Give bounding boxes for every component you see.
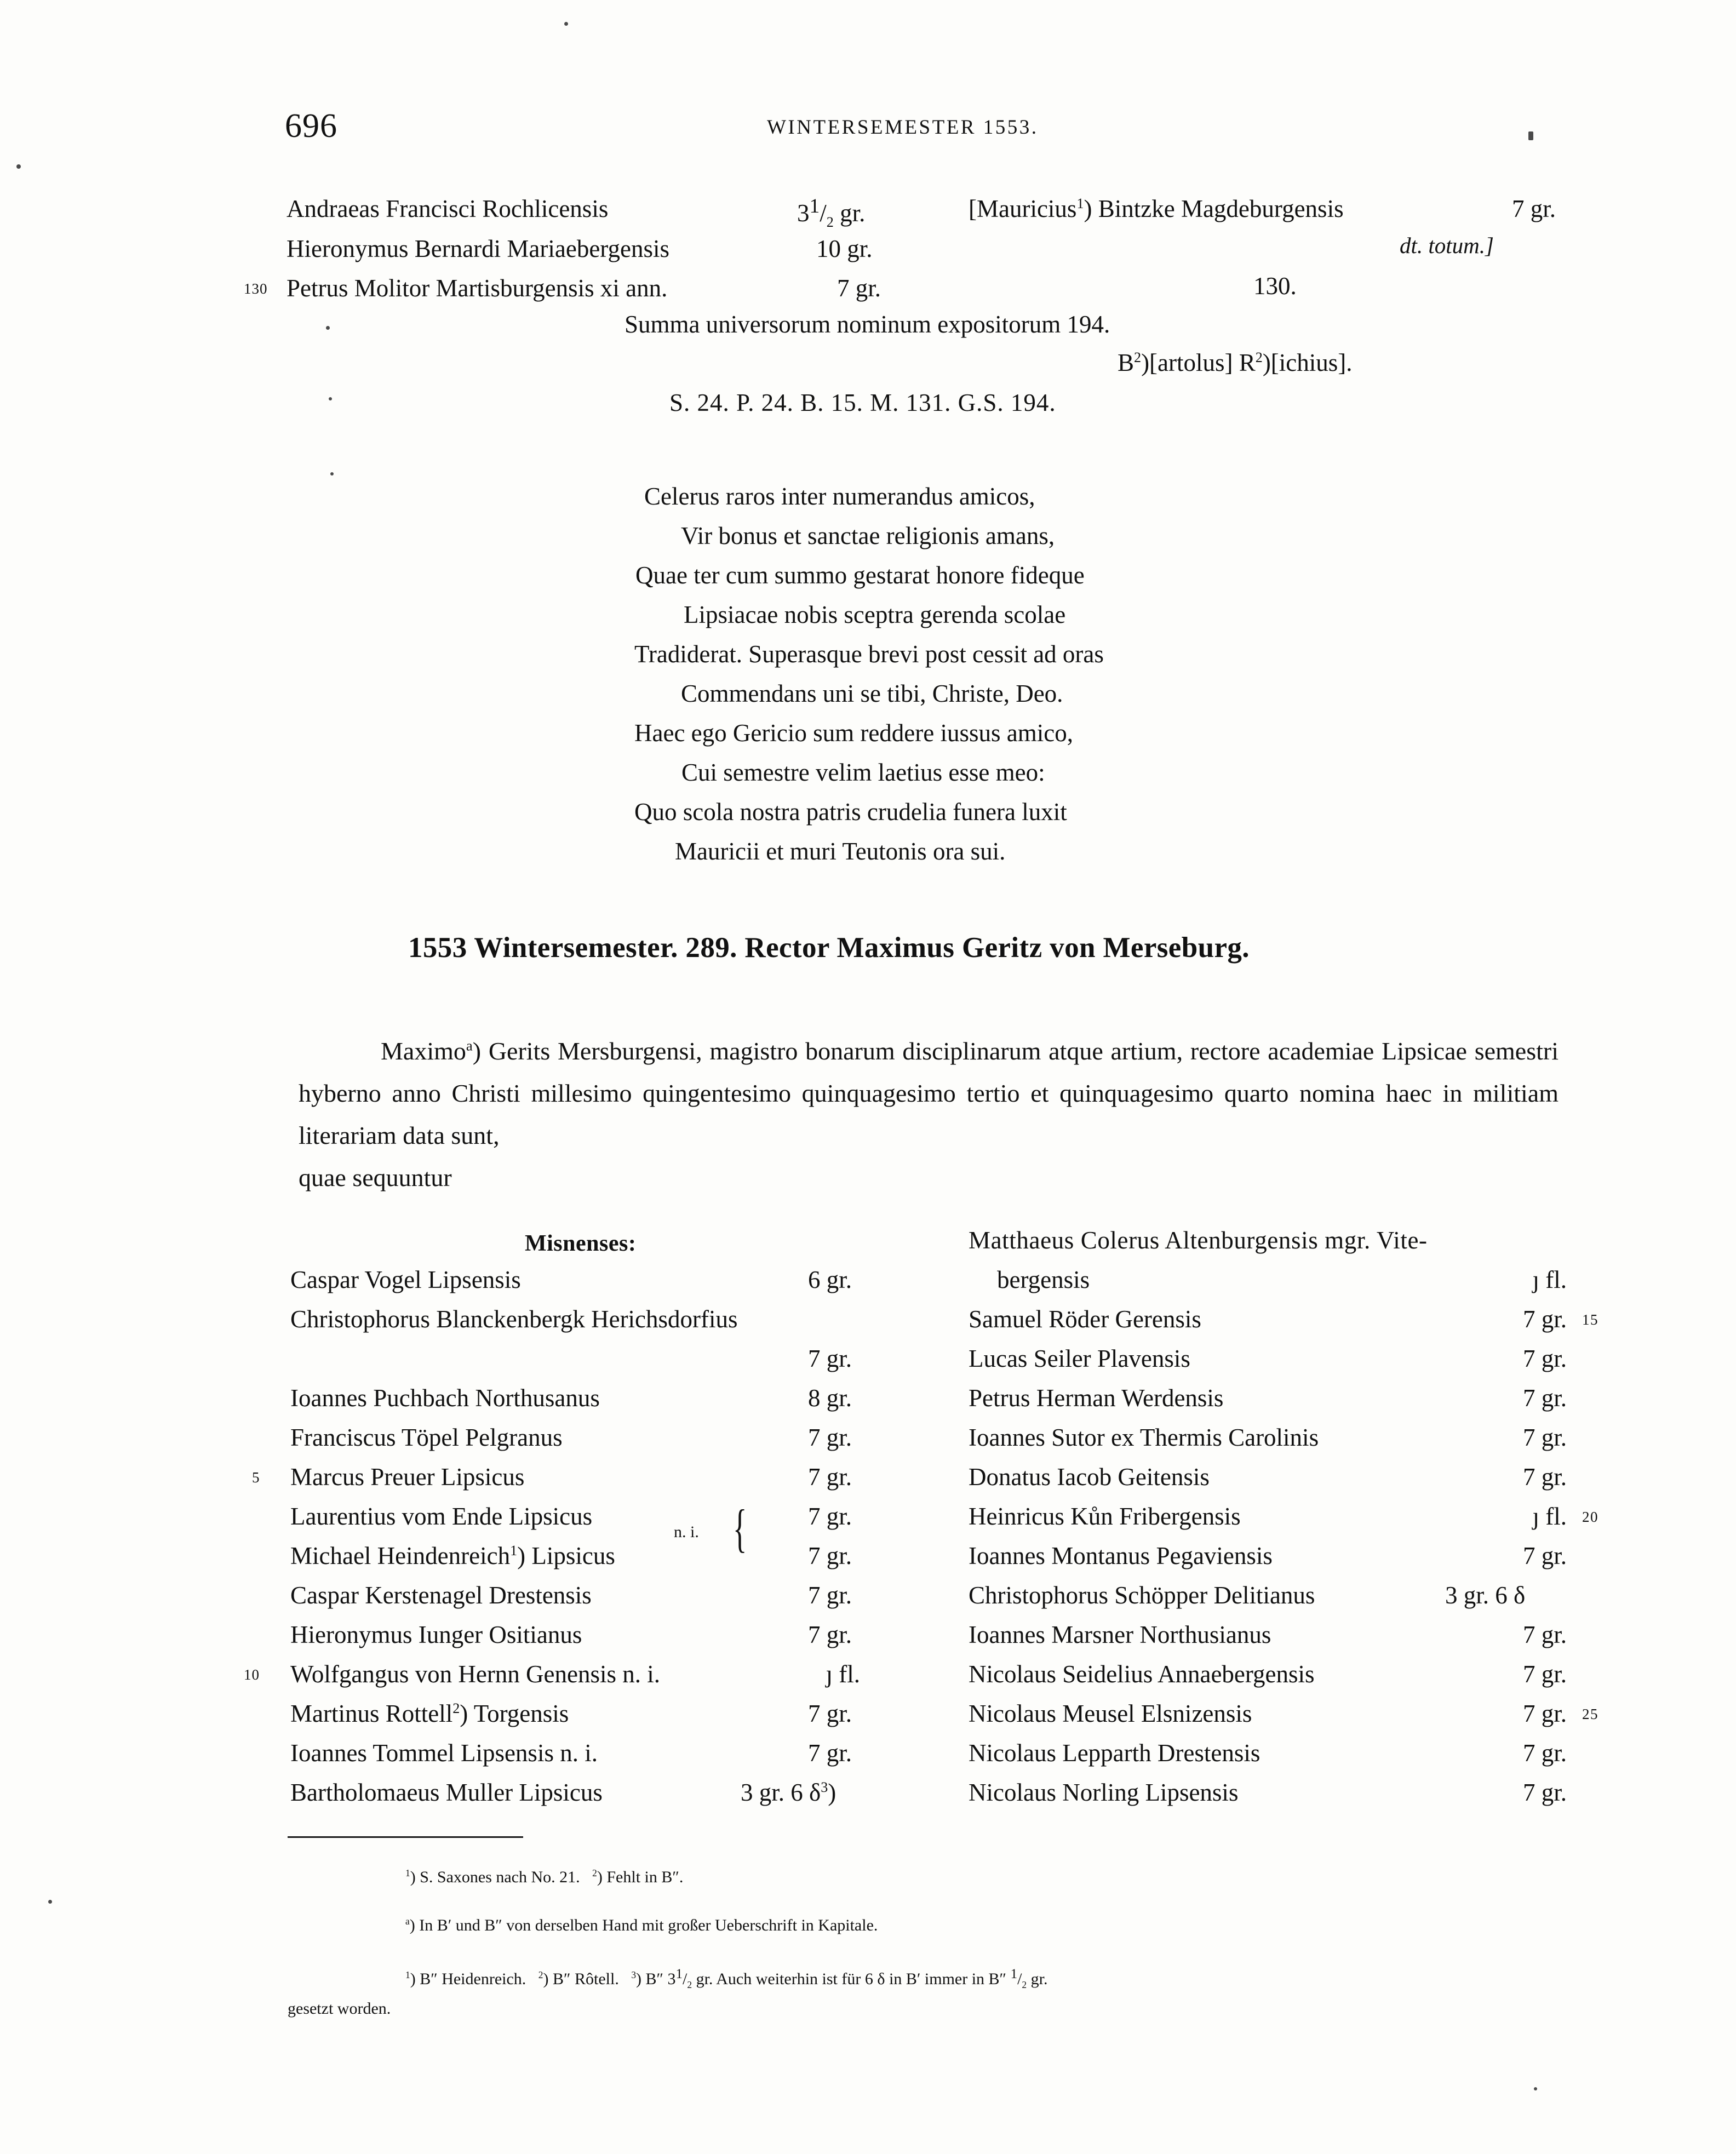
poem-line: Cui semestre velim laetius esse meo: — [681, 759, 1045, 786]
footnote-row-3: $^1$) B″ Heidenreich. $^2$) B″ Rôtell. $^3$) B″ $3^1/_2$ gr. Auch weiterhin ist für 6 δ in B′ immer in B″ $^1/_2$ gr. — [405, 1967, 1048, 1990]
entry-fee: 7 gr. — [837, 274, 881, 302]
scan-speck — [48, 1900, 52, 1904]
register-name: Ioannes Marsner Northusianus — [969, 1621, 1271, 1648]
register-fee: 7 gr. — [1522, 1305, 1567, 1333]
register-fee: 7 gr. — [1522, 1660, 1567, 1688]
row-brace: { — [733, 1499, 747, 1557]
register-fee: ȷ fl. — [826, 1660, 860, 1688]
dt-totum-note: dt. totum.] — [1400, 233, 1494, 258]
register-name: Petrus Herman Werdensis — [969, 1384, 1224, 1412]
tally-line: S. 24. P. 24. B. 15. M. 131. G.S. 194. — [669, 389, 1056, 416]
register-fee: 7 gr. — [807, 1424, 852, 1451]
footnote-row-1: $^1$) S. Saxones nach No. 21. $^2$) Fehlt in B″. — [405, 1867, 684, 1886]
folio-number: 696 — [285, 107, 337, 145]
register-fee: 3 gr. 6 δ$^3$) — [741, 1779, 837, 1806]
margin-number: 15 — [1582, 1311, 1599, 1328]
register-name: Wolfgangus von Hernn Genensis n. i. — [290, 1660, 661, 1688]
register-name: Hieronymus Iunger Ositianus — [290, 1621, 582, 1648]
scan-speck — [564, 22, 568, 26]
register-name: Caspar Vogel Lipsensis — [290, 1266, 521, 1293]
register-fee: 7 gr. — [807, 1700, 852, 1727]
section-paragraph — [299, 1030, 1559, 1199]
register-name: Nicolaus Seidelius Annaebergensis — [969, 1660, 1315, 1688]
register-fee: 7 gr. — [807, 1582, 852, 1609]
entry-name: Andraeas Francisci Rochlicensis — [287, 195, 609, 222]
right-count: 130. — [1253, 272, 1297, 300]
line-number: 5 — [252, 1469, 260, 1486]
register-name: Heinricus Kůn Fribergensis — [969, 1503, 1241, 1530]
entry-name: [Mauricius$^1$) Bintzke Magdeburgensis — [969, 195, 1344, 222]
poem-line: Vir bonus et sanctae religionis amans, — [681, 522, 1055, 549]
register-fee: 7 gr. — [807, 1621, 852, 1648]
ni-label: n. i. — [674, 1523, 699, 1541]
running-title: WINTERSEMESTER 1553. — [767, 116, 1039, 139]
register-name: Franciscus Töpel Pelgranus — [290, 1424, 563, 1451]
register-fee: 7 gr. — [1522, 1345, 1567, 1372]
running-head — [0, 107, 1736, 145]
register-name: Bartholomaeus Muller Lipsicus — [290, 1779, 603, 1806]
register-name: Ioannes Sutor ex Thermis Carolinis — [969, 1424, 1319, 1451]
register-fee: ȷ fl. — [1532, 1266, 1567, 1293]
poem-line: Commendans uni se tibi, Christe, Deo. — [681, 680, 1063, 707]
poem-line: Celerus raros inter numerandus amicos, — [644, 483, 1035, 510]
register-name: Ioannes Puchbach Northusanus — [290, 1384, 600, 1412]
register-name: bergensis — [997, 1266, 1090, 1293]
register-name: Lucas Seiler Plavensis — [969, 1345, 1190, 1372]
line-number: 10 — [244, 1666, 260, 1683]
paragraph-text: Maximo$^a$) Gerits Mersburgensi, magistro bonarum disciplinarum atque artium, rectore academiae Lipsicae semestri hyberno anno Christi millesimo quingentesimo quinquagesimo tertio et quinquagesimo quarto nomina haec in militiam literariam data sunt, — [299, 1037, 1559, 1149]
register-fee: 3 gr. 6 δ — [1445, 1582, 1526, 1609]
scan-speck — [326, 326, 330, 330]
paragraph-last-line: quae sequuntur — [299, 1164, 452, 1191]
register-name: Nicolaus Lepparth Drestensis — [969, 1739, 1261, 1767]
register-name: Ioannes Tommel Lipsensis n. i. — [290, 1739, 598, 1767]
register-name: Nicolaus Meusel Elsnizensis — [969, 1700, 1252, 1727]
poem-line: Tradiderat. Superasque brevi post cessit ad oras — [634, 640, 1104, 668]
scan-speck — [330, 472, 334, 476]
register-fee: 7 gr. — [1522, 1700, 1567, 1727]
margin-number: 20 — [1582, 1509, 1599, 1525]
register-fee: 7 gr. — [807, 1739, 852, 1767]
line-number: 130 — [244, 280, 268, 297]
register-fee: 7 gr. — [807, 1542, 852, 1569]
poem-line: Mauricii et muri Teutonis ora sui. — [675, 838, 1006, 865]
register-fee: 7 gr. — [807, 1345, 852, 1372]
register-fee: 8 gr. — [807, 1384, 852, 1412]
register-fee: 7 gr. — [1522, 1424, 1567, 1451]
register-name: Christophorus Blanckenbergk Herichsdorfius — [290, 1305, 738, 1333]
footnote-row-a: $^a$) In B′ und B″ von derselben Hand mit großer Ueberschrift in Kapitale. — [405, 1916, 878, 1934]
register-fee: 7 gr. — [1522, 1779, 1567, 1806]
entry-name: Petrus Molitor Martisburgensis xi ann. — [287, 274, 668, 302]
register-fee: 7 gr. — [807, 1463, 852, 1491]
register-fee: 7 gr. — [807, 1503, 852, 1530]
footnote-row-4: gesetzt worden. — [288, 2000, 391, 2018]
register-name: Marcus Preuer Lipsicus — [290, 1463, 525, 1491]
poem-line: Lipsiacae nobis sceptra gerenda scolae — [684, 601, 1066, 628]
margin-number: 25 — [1582, 1706, 1599, 1722]
sigla-line: B$^2$)[artolus] R$^2$)[ichius]. — [1118, 349, 1353, 376]
register-fee: 6 gr. — [807, 1266, 852, 1293]
register-fee: 7 gr. — [1522, 1384, 1567, 1412]
register-name: Matthaeus Colerus Altenburgensis mgr. Vite- — [969, 1227, 1428, 1254]
register-name: Martinus Rottell$^2$) Torgensis — [290, 1700, 569, 1727]
register-name: Christophorus Schöpper Delitianus — [969, 1582, 1315, 1609]
register-name: Laurentius vom Ende Lipsicus — [290, 1503, 593, 1530]
scan-speck — [1534, 2087, 1537, 2090]
register-fee: 7 gr. — [1522, 1621, 1567, 1648]
poem-line: Quo scola nostra patris crudelia funera luxit — [634, 798, 1067, 826]
scan-speck — [329, 397, 332, 400]
register-fee: ȷ fl. — [1532, 1503, 1567, 1530]
poem-line: Haec ego Gericio sum reddere iussus amico, — [634, 719, 1073, 747]
entry-fee: 7 gr. — [1512, 195, 1556, 222]
register-fee: 7 gr. — [1522, 1542, 1567, 1569]
register-name: Ioannes Montanus Pegaviensis — [969, 1542, 1273, 1569]
left-column-heading: Misnenses: — [525, 1231, 637, 1256]
register-name: Samuel Röder Gerensis — [969, 1305, 1201, 1333]
section-heading: 1553 Wintersemester. 289. Rector Maximus Geritz von Merseburg. — [408, 932, 1250, 964]
register-name: Caspar Kerstenagel Drestensis — [290, 1582, 592, 1609]
poem-line: Quae ter cum summo gestarat honore fideque — [635, 562, 1085, 589]
footnote-rule — [288, 1836, 523, 1838]
register-name: Donatus Iacob Geitensis — [969, 1463, 1210, 1491]
entry-name: Hieronymus Bernardi Mariaebergensis — [287, 235, 669, 262]
register-name: Nicolaus Norling Lipsensis — [969, 1779, 1239, 1806]
register-fee: 7 gr. — [1522, 1463, 1567, 1491]
register-name: Michael Heindenreich$^1$) Lipsicus — [290, 1542, 615, 1569]
entry-fee: $3^1/_2$ gr. — [797, 195, 866, 230]
scan-speck — [16, 164, 21, 169]
summa-line: Summa universorum nominum expositorum 194. — [624, 311, 1110, 338]
entry-fee: 10 gr. — [816, 235, 873, 262]
register-fee: 7 gr. — [1522, 1739, 1567, 1767]
